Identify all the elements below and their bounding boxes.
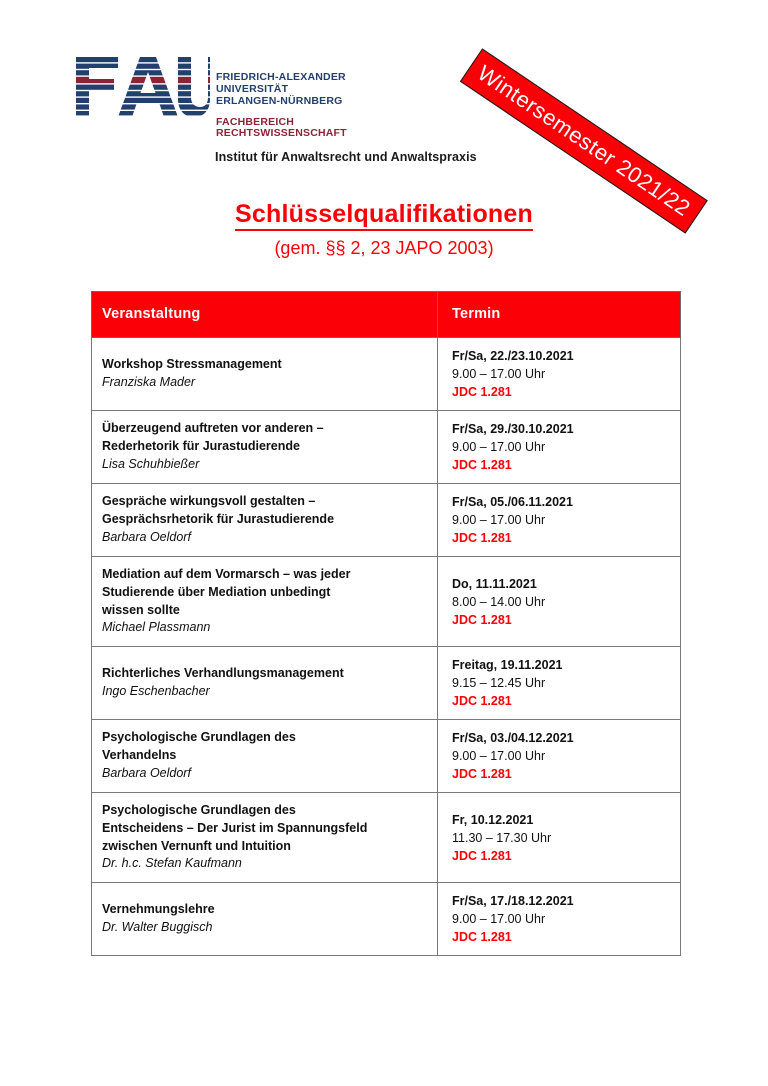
event-room: JDC 1.281 [452, 848, 512, 863]
event-title-line: wissen sollte [102, 602, 180, 617]
date-cell [438, 720, 681, 793]
event-time: 8.00 – 14.00 Uhr [452, 594, 546, 609]
event-presenter: Dr. Walter Buggisch [102, 920, 213, 934]
event-title-line: Entscheidens – Der Jurist im Spannungsfeld [102, 820, 368, 835]
event-time: 9.00 – 17.00 Uhr [452, 749, 546, 763]
table-row [92, 883, 681, 956]
event-title-line: Verhandelns [102, 748, 177, 763]
event-cell [92, 557, 438, 647]
date-cell [438, 557, 681, 647]
event-date: Fr/Sa, 29./30.10.2021 [452, 422, 574, 436]
event-title-line: Überzeugend auftreten vor anderen – [102, 421, 324, 436]
event-date: Freitag, 19.11.2021 [452, 658, 563, 672]
table-row [92, 720, 681, 793]
event-cell [92, 883, 438, 956]
table-row [92, 411, 681, 484]
event-cell [92, 411, 438, 484]
event-time: 9.00 – 17.00 Uhr [452, 513, 546, 527]
event-title-line: Psychologische Grundlagen des [102, 730, 296, 745]
event-room: JDC 1.281 [452, 385, 512, 399]
event-title-line: Psychologische Grundlagen des [102, 803, 296, 817]
event-cell [92, 338, 438, 411]
event-presenter: Barbara Oeldorf [102, 765, 191, 780]
event-presenter: Ingo Eschenbacher [102, 684, 210, 698]
event-cell [92, 484, 438, 557]
event-presenter: Lisa Schuhbießer [102, 456, 200, 471]
department-line-1: FACHBEREICH [216, 115, 295, 128]
page-subtitle: (gem. §§ 2, 23 JAPO 2003) [274, 238, 494, 258]
event-room: JDC 1.281 [452, 531, 512, 545]
fau-striped-logo-icon [74, 57, 210, 117]
event-title-line: Mediation auf dem Vormarsch – was jeder [102, 567, 351, 581]
table-header-row [92, 292, 681, 338]
event-date: Fr/Sa, 17./18.12.2021 [452, 894, 574, 908]
institution-wordmark [216, 72, 347, 140]
department-line-2: RECHTSWISSENSCHAFT [216, 127, 347, 140]
event-title-line: Richterliches Verhandlungsmanagement [102, 666, 344, 681]
event-time: 9.00 – 17.00 Uhr [452, 440, 546, 454]
date-cell [438, 883, 681, 956]
schedule-table-body [92, 338, 681, 956]
page-title [0, 200, 768, 229]
event-cell [92, 720, 438, 793]
event-date: Fr/Sa, 22./23.10.2021 [452, 349, 574, 363]
date-cell [438, 411, 681, 484]
schedule-table [91, 291, 681, 956]
event-time: 11.30 – 17.30 Uhr [452, 830, 552, 845]
event-title-line: Gespräche wirkungsvoll gestalten – [102, 494, 316, 509]
date-cell [438, 338, 681, 411]
page-title-text: Schlüsselqualifikationen [235, 200, 533, 231]
university-line-1: FRIEDRICH-ALEXANDER [216, 71, 346, 83]
event-room: JDC 1.281 [452, 612, 512, 627]
university-line-3: ERLANGEN-NÜRNBERG [216, 94, 343, 107]
event-room: JDC 1.281 [452, 694, 512, 708]
event-date: Fr, 10.12.2021 [452, 812, 534, 827]
event-title-line: Gesprächsrhetorik für Jurastudierende [102, 512, 335, 527]
event-presenter: Michael Plassmann [102, 620, 211, 635]
event-title-line: Workshop Stressmanagement [102, 357, 282, 372]
date-cell [438, 484, 681, 557]
event-presenter: Barbara Oeldorf [102, 529, 191, 544]
event-title-line: Vernehmungslehre [102, 902, 215, 917]
event-title-line: zwischen Vernunft und Intuition [102, 838, 291, 853]
semester-banner: Wintersemester 2021/22 [460, 48, 708, 233]
institute-name: Institut für Anwaltsrecht und Anwaltspraxis [215, 150, 477, 164]
event-room: JDC 1.281 [452, 930, 512, 944]
event-cell [92, 647, 438, 720]
event-date: Do, 11.11.2021 [452, 576, 537, 591]
event-room: JDC 1.281 [452, 767, 512, 781]
column-header-event: Veranstaltung [92, 292, 438, 338]
table-row [92, 484, 681, 557]
event-cell [92, 793, 438, 883]
table-row [92, 793, 681, 883]
date-cell [438, 793, 681, 883]
table-row [92, 338, 681, 411]
event-time: 9.00 – 17.00 Uhr [452, 367, 546, 381]
column-header-date: Termin [438, 292, 681, 338]
event-room: JDC 1.281 [452, 458, 512, 472]
event-presenter: Dr. h.c. Stefan Kaufmann [102, 856, 242, 871]
event-presenter: Franziska Mader [102, 375, 196, 389]
event-title-line: Studierende über Mediation unbedingt [102, 584, 331, 599]
date-cell [438, 647, 681, 720]
event-date: Fr/Sa, 05./06.11.2021 [452, 495, 573, 509]
event-time: 9.00 – 17.00 Uhr [452, 912, 546, 926]
university-line-2: UNIVERSITÄT [216, 82, 289, 95]
event-date: Fr/Sa, 03./04.12.2021 [452, 731, 574, 745]
event-time: 9.15 – 12.45 Uhr [452, 676, 546, 690]
table-row [92, 647, 681, 720]
event-title-line: Rederhetorik für Jurastudierende [102, 439, 300, 454]
table-row [92, 557, 681, 647]
